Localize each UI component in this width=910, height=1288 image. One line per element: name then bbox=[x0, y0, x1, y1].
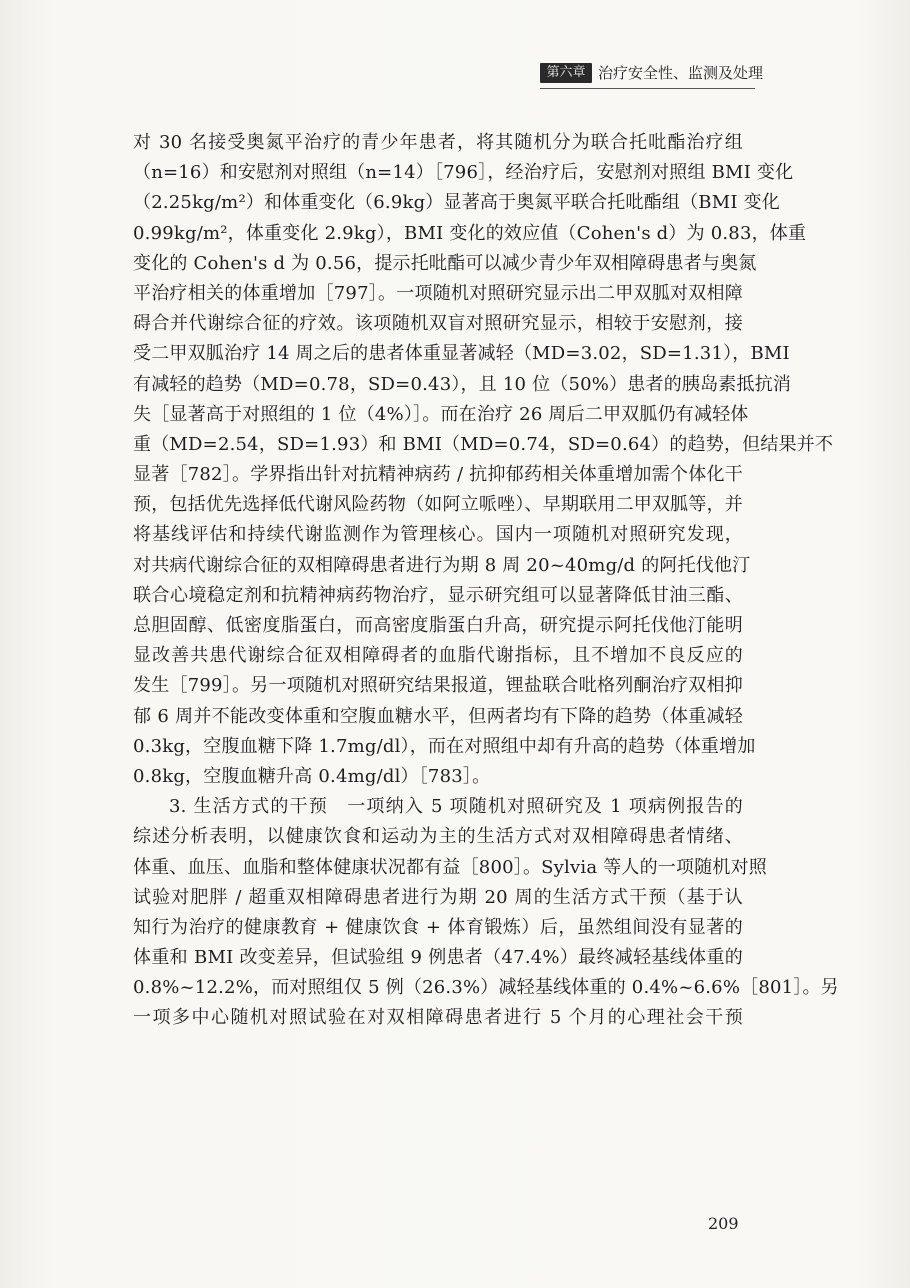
text-line: 变化的 Cohen's d 为 0.56，提示托吡酯可以减少青少年双相障碍患者与奥氮 bbox=[133, 252, 757, 274]
body-text bbox=[133, 128, 839, 1034]
text-line: 体重、血压、血脂和整体健康状况都有益［800］。Sylvia 等人的一项随机对照 bbox=[133, 856, 767, 878]
text-line: 联合心境稳定剂和抗精神病药物治疗，显示研究组可以显著降低甘油三酯、 bbox=[133, 584, 743, 606]
section-heading-line: 3. 生活方式的干预 一项纳入 5 项随机对照研究及 1 项病例报告的 bbox=[169, 796, 743, 818]
text-line: 综述分析表明，以健康饮食和运动为主的生活方式对双相障碍患者情绪、 bbox=[133, 826, 743, 848]
text-line: （n=16）和安慰剂对照组（n=14）［796］，经治疗后，安慰剂对照组 BMI 变化 bbox=[133, 162, 794, 184]
text-line: 0.8%~12.2%，而对照组仅 5 例（26.3%）减轻基线体重的 0.4%~6.6%［801］。另 bbox=[133, 977, 839, 999]
text-line: 0.3kg，空腹血糖下降 1.7mg/dl），而在对照组中却有升高的趋势（体重增加 bbox=[133, 735, 756, 757]
text-line: 知行为治疗的健康教育 + 健康饮食 + 体育锻炼）后，虽然组间没有显著的 bbox=[133, 916, 743, 938]
text-line: 一项多中心随机对照试验在对双相障碍患者进行 5 个月的心理社会干预 bbox=[133, 1007, 743, 1029]
text-line: 显改善共患代谢综合征双相障碍者的血脂代谢指标，且不增加不良反应的 bbox=[133, 645, 743, 667]
text-line: 对 30 名接受奥氮平治疗的青少年患者，将其随机分为联合托吡酯治疗组 bbox=[133, 132, 743, 153]
header-title: 治疗安全性、监测及处理 bbox=[598, 64, 764, 82]
text-line: 预，包括优先选择低代谢风险药物（如阿立哌唑）、早期联用二甲双胍等，并 bbox=[133, 494, 743, 516]
text-line: 发生［799］。另一项随机对照研究结果报道，锂盐联合吡格列酮治疗双相抑 bbox=[133, 675, 743, 697]
text-line: 0.8kg，空腹血糖升高 0.4mg/dl）［783］。 bbox=[133, 765, 491, 787]
header-rule bbox=[540, 88, 755, 89]
text-line: 体重和 BMI 改变差异，但试验组 9 例患者（47.4%）最终减轻基线体重的 bbox=[133, 947, 743, 969]
running-header bbox=[540, 60, 764, 88]
text-line: 碍合并代谢综合征的疗效。该项随机双盲对照研究显示，相较于安慰剂，接 bbox=[133, 313, 743, 335]
page-number: 209 bbox=[708, 1214, 739, 1233]
text-line: 有减轻的趋势（MD=0.78，SD=0.43），且 10 位（50%）患者的胰岛素抵抗消 bbox=[133, 373, 792, 395]
text-line: 显著［782］。学界指出针对抗精神病药 / 抗抑郁药相关体重增加需个体化干 bbox=[133, 464, 743, 486]
text-line: 0.99kg/m²，体重变化 2.9kg），BMI 变化的效应值（Cohen's d）为 0.83，体重 bbox=[133, 222, 807, 244]
text-line: 平治疗相关的体重增加［797］。一项随机对照研究显示出二甲双胍对双相障 bbox=[133, 282, 743, 304]
text-line: 将基线评估和持续代谢监测作为管理核心。国内一项随机对照研究发现， bbox=[133, 524, 743, 546]
text-line: 受二甲双胍治疗 14 周之后的患者体重显著减轻（MD=3.02，SD=1.31），BMI bbox=[133, 343, 790, 365]
text-line: （2.25kg/m²）和体重变化（6.9kg）显著高于奥氮平联合托吡酯组（BMI 变化 bbox=[133, 192, 780, 214]
chapter-badge: 第六章 bbox=[540, 63, 592, 83]
text-line: 对共病代谢综合征的双相障碍患者进行为期 8 周 20~40mg/d 的阿托伐他汀 bbox=[133, 554, 751, 576]
text-line: 总胆固醇、低密度脂蛋白，而高密度脂蛋白升高，研究提示阿托伐他汀能明 bbox=[133, 615, 743, 636]
text-line: 试验对肥胖 / 超重双相障碍患者进行为期 20 周的生活方式干预（基于认 bbox=[133, 886, 743, 908]
text-line: 失［显著高于对照组的 1 位（4%）］。而在治疗 26 周后二甲双胍仍有减轻体 bbox=[133, 403, 749, 425]
text-line: 郁 6 周并不能改变体重和空腹血糖水平，但两者均有下降的趋势（体重减轻 bbox=[133, 705, 743, 727]
text-line: 重（MD=2.54，SD=1.93）和 BMI（MD=0.74，SD=0.64）的趋势，但结果并不 bbox=[133, 433, 834, 455]
